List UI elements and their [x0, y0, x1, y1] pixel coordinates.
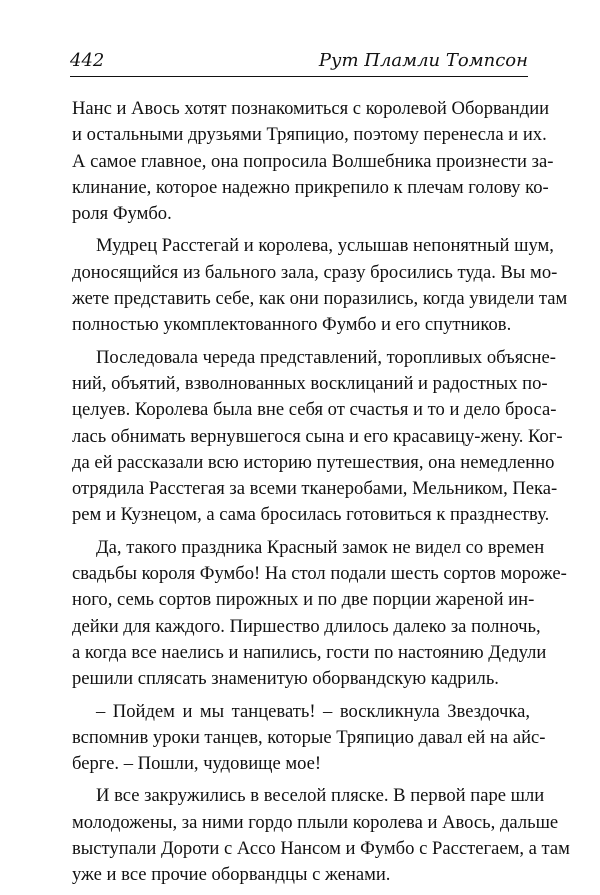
paragraph — [72, 535, 567, 693]
text-line: целуев. Королева была вне себя от счастья и то и дело броса- — [72, 399, 557, 421]
body-text — [72, 96, 570, 895]
paragraph — [72, 233, 568, 338]
paragraph — [72, 345, 563, 529]
text-line: уже и все прочие оборвандцы с женами. — [72, 864, 391, 886]
text-line: и остальными друзьями Тряпицио, поэтому перенесла и их. — [72, 124, 547, 146]
paragraph — [72, 783, 570, 888]
text-line: – Пойдем и мы танцевать! – воскликнула Звездочка, — [96, 700, 530, 722]
text-line: И все закружились в веселой пляске. В первой паре шли — [96, 785, 545, 807]
running-head — [70, 48, 528, 74]
text-line: ний, объятий, взволнованных восклицаний и радостных по- — [72, 372, 548, 394]
text-line: дейки для каждого. Пиршество длилось далеко за полночь, — [72, 615, 541, 637]
header-rule — [70, 76, 528, 77]
text-line: Да, такого праздника Красный замок не видел со времен — [96, 536, 545, 558]
text-line: Последовала череда представлений, торопливых объяснe- — [96, 346, 556, 368]
text-line: клинание, которое надежно прикрепило к плечам голову ко- — [72, 176, 549, 198]
text-line: лась обнимать вернувшегося сына и его красавицу-жену. Ког- — [72, 425, 563, 447]
text-line: отрядила Расстегая за всеми тканеробами, Мельником, Пека- — [72, 478, 558, 500]
text-line: выступали Дороти с Ассо Нансом и Фумбо с Расстегаем, а там — [72, 838, 570, 860]
text-line: полностью укомплектованного Фумбо и его спутников. — [72, 314, 512, 336]
text-line: доносящийся из бального зала, сразу бросились туда. Вы мо- — [72, 261, 558, 283]
text-line: ного, семь сортов пирожных и по две порции жареной ин- — [72, 589, 535, 611]
paragraph — [72, 96, 554, 227]
text-line: берге. – Пошли, чудовище мое! — [72, 753, 322, 775]
text-line: А самое главное, она попросила Волшебника произнести за- — [72, 150, 554, 172]
text-line: Нанс и Авось хотят познакомиться с королевой Оборвандии — [72, 98, 550, 119]
text-line: рем и Кузнецом, а сама бросилась готовиться к празднеству. — [72, 504, 550, 526]
paragraph — [72, 699, 546, 778]
text-line: а когда все наелись и напились, гости по настоянию Дедули — [72, 641, 547, 663]
text-line: жете представить себе, как они поразились, когда увидели там — [72, 288, 568, 310]
text-line: вспомнив уроки танцев, которые Тряпицио давал ей на айс- — [72, 726, 546, 748]
text-line: роля Фумбо. — [72, 203, 172, 225]
text-line: решили сплясать знаменитую оборвандскую кадриль. — [72, 668, 499, 690]
page-number: 442 — [70, 50, 105, 71]
text-line: молодожены, за ними гордо плыли королева и Авось, дальше — [72, 811, 559, 833]
text-line: свадьбы короля Фумбо! На стол подали шесть сортов мороже- — [72, 563, 567, 585]
text-line: да ей рассказали всю историю путешествия, она немедленно — [72, 451, 555, 473]
running-title: Рут Пламли Томпсон — [318, 50, 528, 71]
text-line: Мудрец Расстегай и королева, услышав непонятный шум, — [96, 235, 554, 257]
